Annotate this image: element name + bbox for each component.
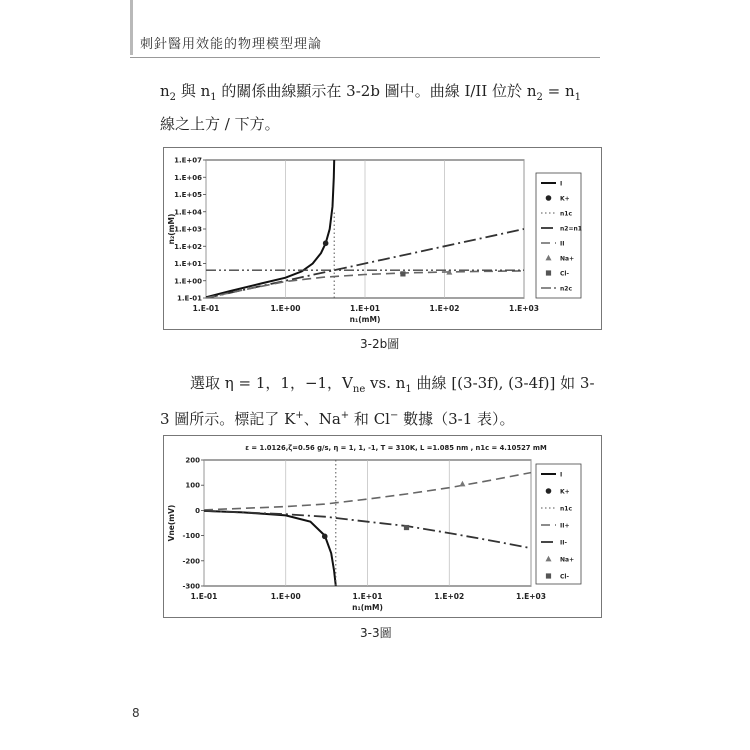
legend-swatch-k — [546, 488, 552, 494]
legend-swatch-cl — [546, 573, 551, 578]
data-point-k — [323, 240, 329, 246]
x-tick-label: 1.E-01 — [192, 304, 220, 313]
y-tick-label: 1.E-01 — [177, 294, 202, 303]
legend-label-ii: II- — [560, 539, 567, 547]
header-rule — [130, 57, 600, 58]
x-tick-label: 1.E+01 — [352, 592, 383, 601]
paragraph-1-text: 的關係曲線顯示在 3-2b 圖中。曲線 I/II 位於 n — [216, 82, 537, 100]
x-tick-label: 1.E-01 — [190, 592, 218, 601]
y-tick-label: -100 — [182, 532, 200, 541]
legend-label-k: K+ — [560, 488, 570, 496]
paragraph-1-text: 與 n — [176, 82, 211, 100]
subscript: ne — [352, 384, 366, 395]
legend-box — [536, 173, 581, 298]
y-tick-label: 1.E+00 — [174, 277, 202, 286]
figure-3-2b-caption: 3-2b圖 — [360, 337, 400, 351]
y-axis-label: Vne(mV) — [167, 504, 176, 542]
y-axis-label: n₂(mM) — [167, 213, 176, 245]
legend-label-na: Na+ — [560, 255, 575, 263]
data-point-cl — [404, 525, 409, 530]
paragraph-1-text: n — [160, 82, 170, 100]
subscript: 2 — [169, 92, 177, 103]
paragraph-2-text: 數據（3-1 表）。 — [398, 410, 515, 428]
legend-label-k: K+ — [560, 195, 570, 203]
legend-label-na: Na+ — [560, 556, 575, 564]
paragraph-2-text: 、Na — [303, 410, 341, 428]
legend-label-i: I — [560, 180, 563, 188]
y-tick-label: -200 — [182, 557, 200, 566]
y-tick-label: 1.E+01 — [174, 260, 202, 268]
y-tick-label: 200 — [185, 456, 200, 465]
page-number: 8 — [132, 706, 140, 720]
x-tick-label: 1.E+01 — [350, 304, 380, 313]
legend-swatch-k — [546, 195, 552, 201]
superscript: + — [295, 410, 304, 421]
y-tick-label: 1.E+06 — [174, 173, 202, 182]
legend-label-cl: Cl- — [560, 270, 569, 278]
paragraph-2 — [160, 370, 600, 432]
paragraph-2-text: 選取 η = 1，1，−1，V — [190, 374, 353, 392]
x-tick-label: 1.E+00 — [270, 304, 301, 313]
y-tick-label: 1.E+07 — [174, 156, 202, 165]
y-tick-label: 100 — [185, 481, 200, 490]
x-tick-label: 1.E+03 — [509, 304, 539, 313]
legend-label-n2-n1: n2=n1 — [560, 225, 582, 233]
subscript: 1 — [574, 92, 581, 103]
y-tick-label: 1.E+03 — [174, 225, 202, 234]
superscript: + — [340, 410, 350, 421]
y-tick-label: 1.E+04 — [174, 208, 202, 217]
subscript: 2 — [536, 92, 543, 103]
legend-label-n1c: n1c — [560, 505, 573, 513]
paragraph-1 — [160, 78, 600, 137]
x-tick-label: 1.E+02 — [429, 304, 460, 313]
running-head: 刺針醫用效能的物理模型理論 — [140, 37, 323, 52]
figure-3-3-chart — [164, 436, 601, 617]
y-tick-label: 1.E+05 — [174, 191, 202, 199]
y-tick-label: -300 — [182, 582, 200, 591]
paragraph-2-text: 和 Cl — [349, 410, 390, 428]
paragraph-2-text: vs. n — [365, 374, 406, 392]
paragraph-2-text: 曲線 [(3-3f), (3-4f)] 如 3-3 圖所示。標記了 K — [160, 374, 595, 428]
subscript: 1 — [405, 384, 412, 395]
legend-label-ii: II — [560, 240, 565, 248]
legend-box — [536, 464, 581, 584]
legend-label-ii: II+ — [560, 522, 570, 530]
legend-swatch-cl — [546, 270, 551, 275]
figure-3-2b — [163, 147, 602, 330]
legend-label-cl: Cl- — [560, 573, 569, 581]
x-tick-label: 1.E+00 — [270, 592, 301, 601]
paragraph-1-text: 線之上方 / 下方。 — [160, 115, 280, 133]
subscript: 1 — [210, 92, 217, 103]
y-tick-label: 0 — [195, 506, 200, 515]
x-tick-label: 1.E+03 — [516, 592, 546, 601]
x-axis-label: n₁(mM) — [349, 315, 381, 324]
superscript: − — [389, 410, 399, 421]
paragraph-1-text: = n — [542, 82, 575, 100]
x-axis-label: n₁(mM) — [352, 603, 383, 612]
figure-3-3 — [163, 435, 602, 618]
margin-rule — [130, 0, 133, 55]
legend-label-n1c: n1c — [560, 210, 573, 218]
figure-3-3-caption: 3-3圖 — [360, 626, 392, 640]
chart-title: ε = 1.0126,ζ=0.56 g/s, η = 1, 1, -1, T = 310K, L =1.085 nm , n1c = 4.10527 mM — [245, 444, 547, 452]
legend-label-i: I — [560, 471, 563, 479]
legend-label-n2c: n2c — [560, 285, 573, 293]
y-tick-label: 1.E+02 — [174, 242, 202, 251]
data-point-cl — [400, 271, 405, 276]
figure-3-2b-chart — [164, 148, 601, 329]
x-tick-label: 1.E+02 — [434, 592, 465, 601]
data-point-k — [322, 534, 328, 540]
